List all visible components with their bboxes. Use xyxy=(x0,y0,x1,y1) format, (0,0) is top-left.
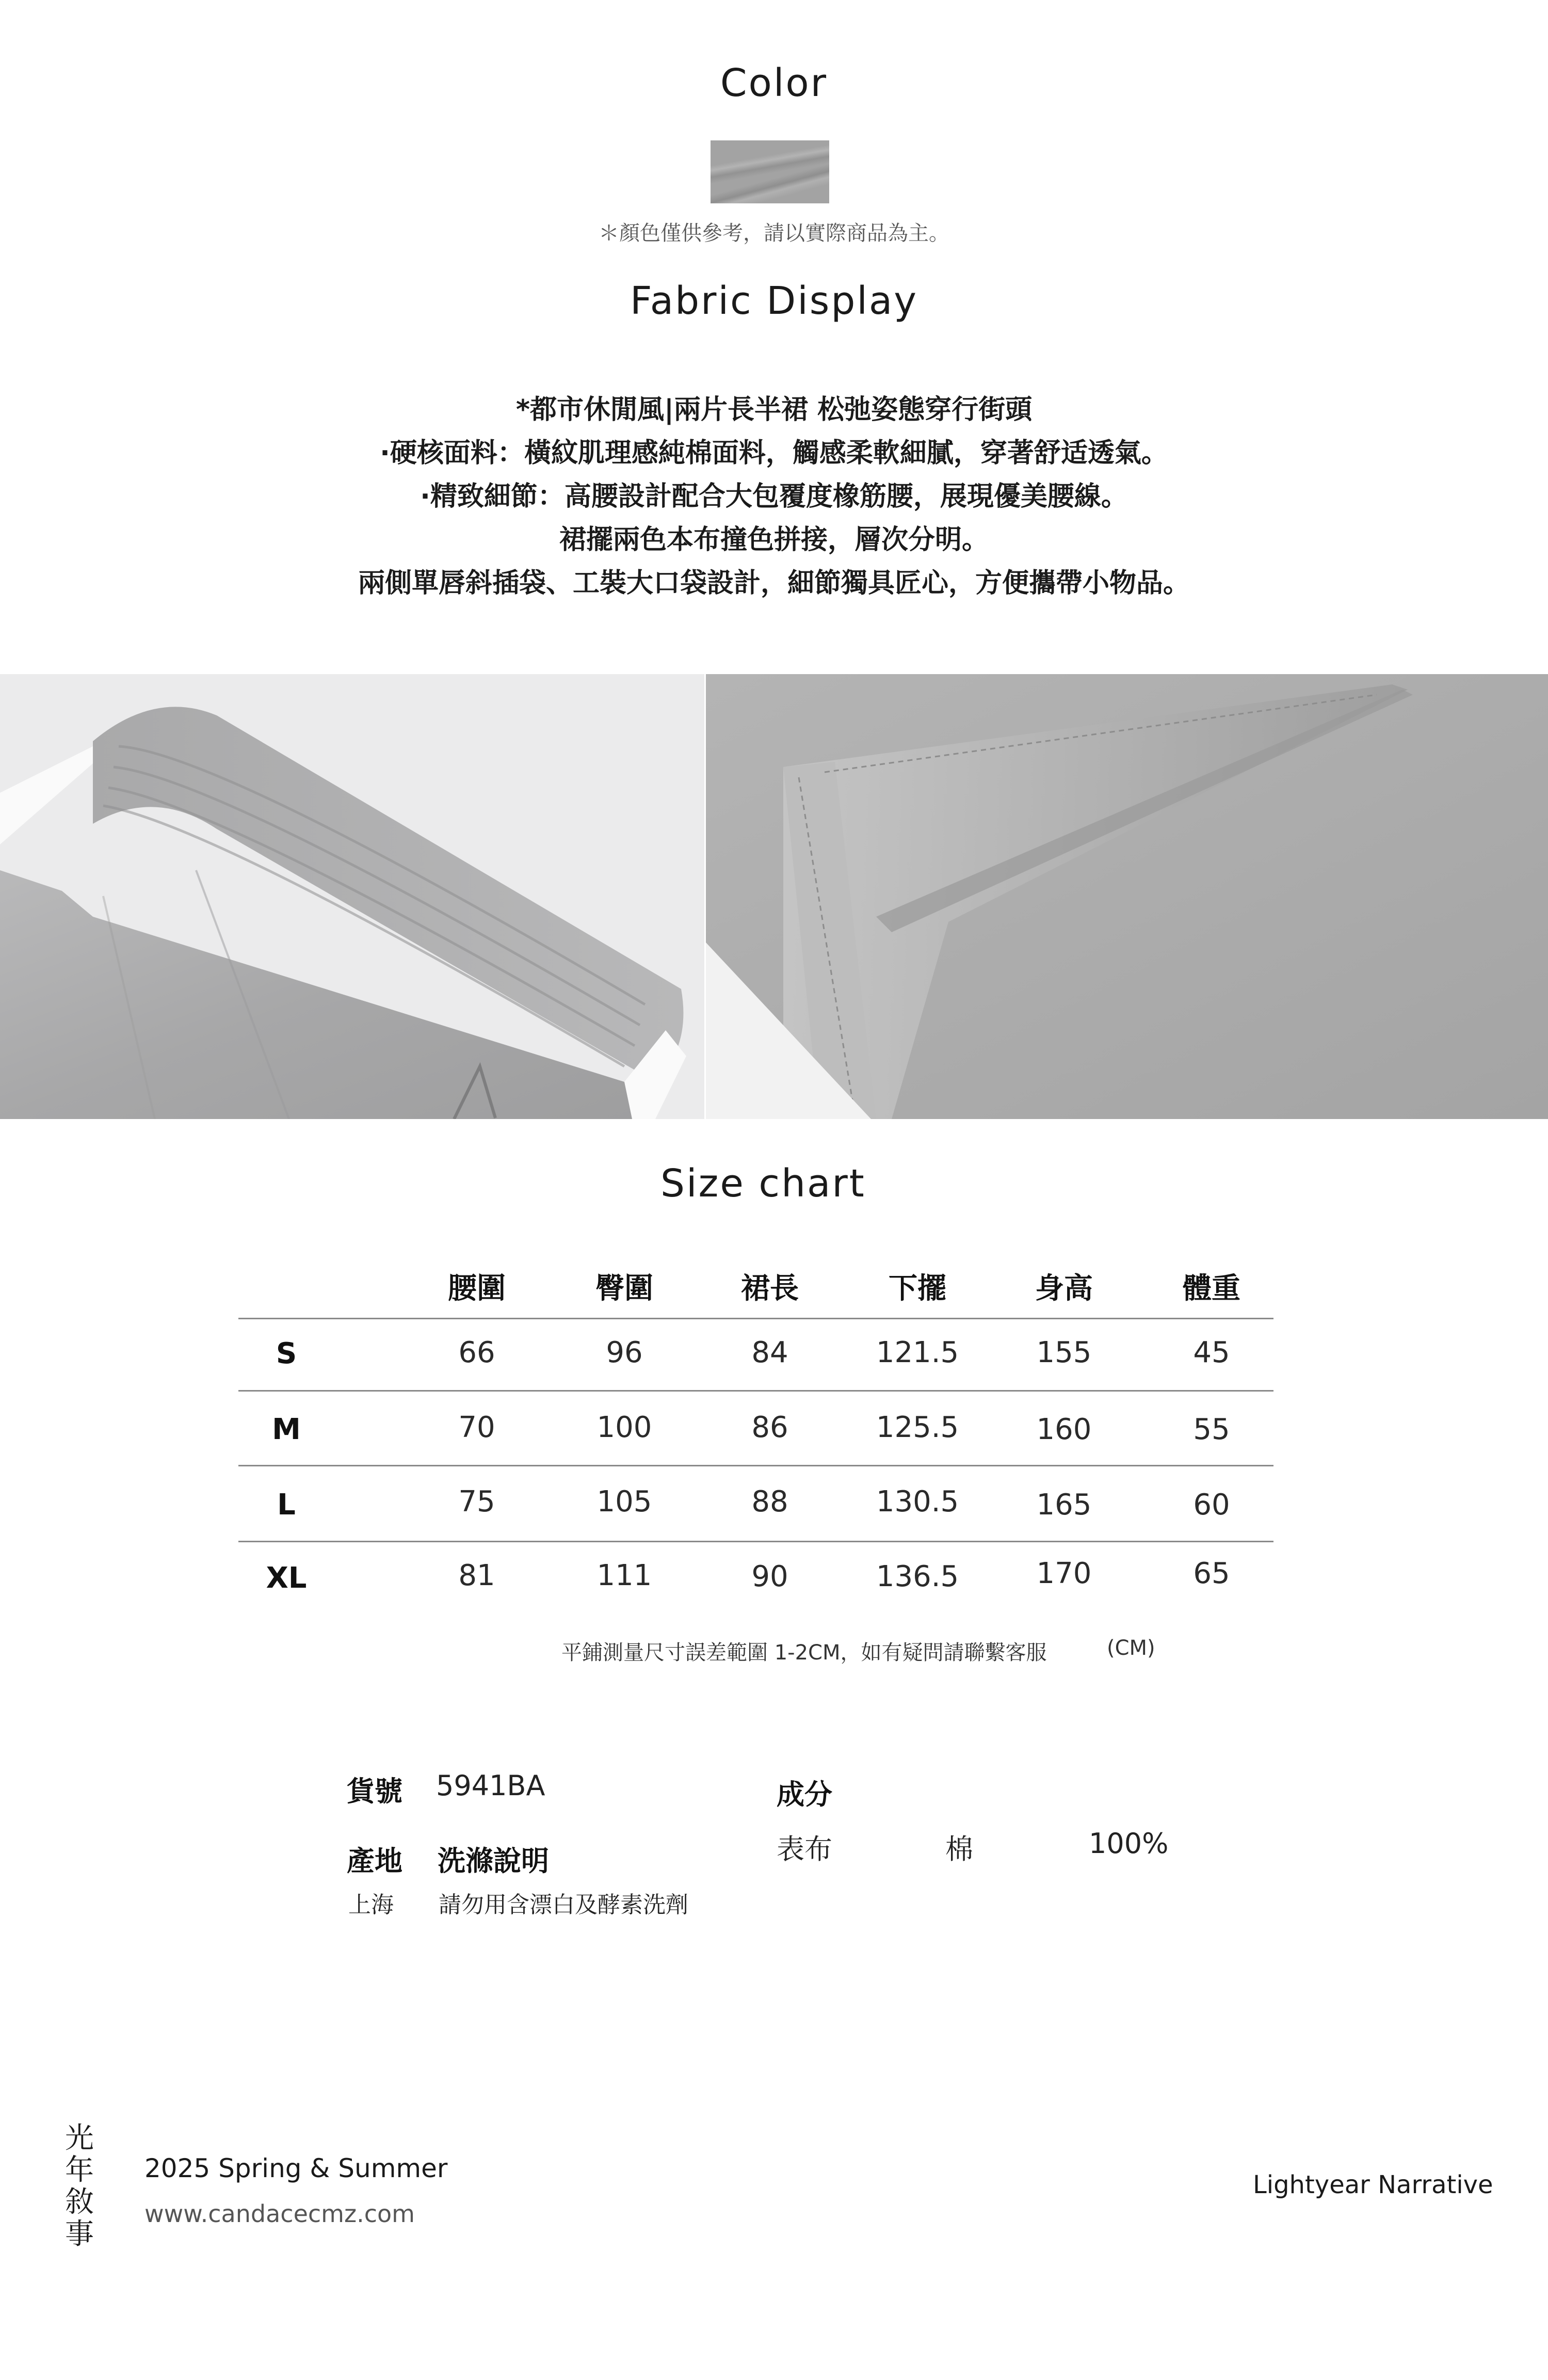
size-label: L xyxy=(277,1488,296,1522)
header-hip: 臀圍 xyxy=(595,1272,653,1305)
table-cell: 155 xyxy=(1036,1336,1092,1369)
fabric-photo-hem xyxy=(706,674,1548,1119)
header-length: 裙長 xyxy=(741,1272,799,1305)
table-cell: 65 xyxy=(1193,1557,1230,1590)
table-cell: 55 xyxy=(1193,1413,1230,1446)
website-link[interactable]: www.candacecmz.com xyxy=(144,2200,415,2228)
table-cell: 86 xyxy=(751,1411,788,1444)
table-cell: 81 xyxy=(458,1559,495,1592)
item-no-label: 貨號 xyxy=(347,1775,402,1808)
fabric-photo-waistband xyxy=(0,674,704,1119)
table-cell: 66 xyxy=(458,1336,495,1369)
table-cell: 111 xyxy=(596,1559,652,1592)
brand-char: 事 xyxy=(65,2217,94,2251)
table-cell: 75 xyxy=(458,1485,495,1519)
description-line: 裙擺兩色本布撞色拼接，層次分明。 xyxy=(559,524,989,555)
size-label: M xyxy=(272,1413,301,1446)
description-line: ·硬核面料：橫紋肌理感純棉面料，觸感柔軟細膩，穿著舒适透氣。 xyxy=(380,438,1168,469)
table-divider xyxy=(238,1541,1273,1542)
description-line: *都市休閒風|兩片長半裙 松弛姿態穿行街頭 xyxy=(515,394,1033,425)
color-swatch[interactable] xyxy=(711,140,829,203)
hem-illustration xyxy=(706,674,1548,1119)
table-cell: 96 xyxy=(606,1336,643,1369)
table-cell: 105 xyxy=(596,1485,652,1519)
brand-tagline: Lightyear Narrative xyxy=(1253,2170,1493,2199)
color-title: Color xyxy=(720,61,828,105)
wash-value: 請勿用含漂白及酵素洗劑 xyxy=(439,1892,688,1918)
table-cell: 170 xyxy=(1036,1557,1092,1590)
composition-part: 表布 xyxy=(777,1833,832,1865)
wash-label: 洗滌說明 xyxy=(438,1845,549,1877)
header-hem: 下擺 xyxy=(889,1272,946,1305)
waistband-illustration xyxy=(0,674,704,1119)
table-cell: 160 xyxy=(1036,1413,1092,1446)
table-cell: 125.5 xyxy=(876,1411,959,1444)
table-cell: 121.5 xyxy=(876,1336,959,1369)
table-divider xyxy=(238,1390,1273,1392)
table-cell: 136.5 xyxy=(876,1560,959,1593)
table-divider xyxy=(238,1318,1273,1319)
brand-char: 光 xyxy=(65,2121,94,2155)
table-cell: 60 xyxy=(1193,1488,1230,1522)
composition-percent: 100% xyxy=(1089,1827,1169,1860)
size-label: XL xyxy=(266,1561,307,1595)
item-no-value: 5941BA xyxy=(436,1769,545,1802)
table-cell: 100 xyxy=(596,1411,652,1444)
table-cell: 88 xyxy=(751,1485,788,1519)
composition-material: 棉 xyxy=(945,1833,973,1865)
fabric-title: Fabric Display xyxy=(630,279,918,323)
origin-value: 上海 xyxy=(348,1892,394,1918)
size-chart-unit: (CM) xyxy=(1107,1636,1155,1660)
table-divider xyxy=(238,1465,1273,1466)
table-cell: 70 xyxy=(458,1411,495,1444)
table-cell: 45 xyxy=(1193,1336,1230,1369)
color-note: ＊顏色僅供參考，請以實際商品為主。 xyxy=(599,221,949,245)
brand-char: 年 xyxy=(65,2153,94,2187)
size-chart-title: Size chart xyxy=(660,1161,866,1206)
size-label: S xyxy=(276,1337,297,1370)
season-label: 2025 Spring & Summer xyxy=(144,2153,448,2183)
description-line: 兩側單唇斜插袋、工裝大口袋設計，細節獨具匠心，方便攜帶小物品。 xyxy=(358,568,1190,599)
header-height: 身高 xyxy=(1035,1272,1093,1305)
table-cell: 90 xyxy=(751,1560,788,1593)
table-cell: 130.5 xyxy=(876,1485,959,1519)
origin-label: 產地 xyxy=(347,1845,402,1877)
brand-char: 敘 xyxy=(65,2185,94,2219)
header-waist: 腰圍 xyxy=(448,1272,506,1305)
size-chart-note: 平鋪測量尺寸誤差範圍 1-2CM，如有疑問請聯繫客服 xyxy=(561,1641,1047,1665)
fabric-description xyxy=(0,388,1548,605)
composition-label: 成分 xyxy=(777,1778,832,1811)
description-line: ·精致細節：高腰設計配合大包覆度橡筋腰，展現優美腰線。 xyxy=(420,481,1128,512)
header-weight: 體重 xyxy=(1183,1272,1240,1305)
table-cell: 165 xyxy=(1036,1488,1092,1522)
brand-vertical xyxy=(64,2122,95,2250)
table-cell: 84 xyxy=(751,1336,788,1369)
